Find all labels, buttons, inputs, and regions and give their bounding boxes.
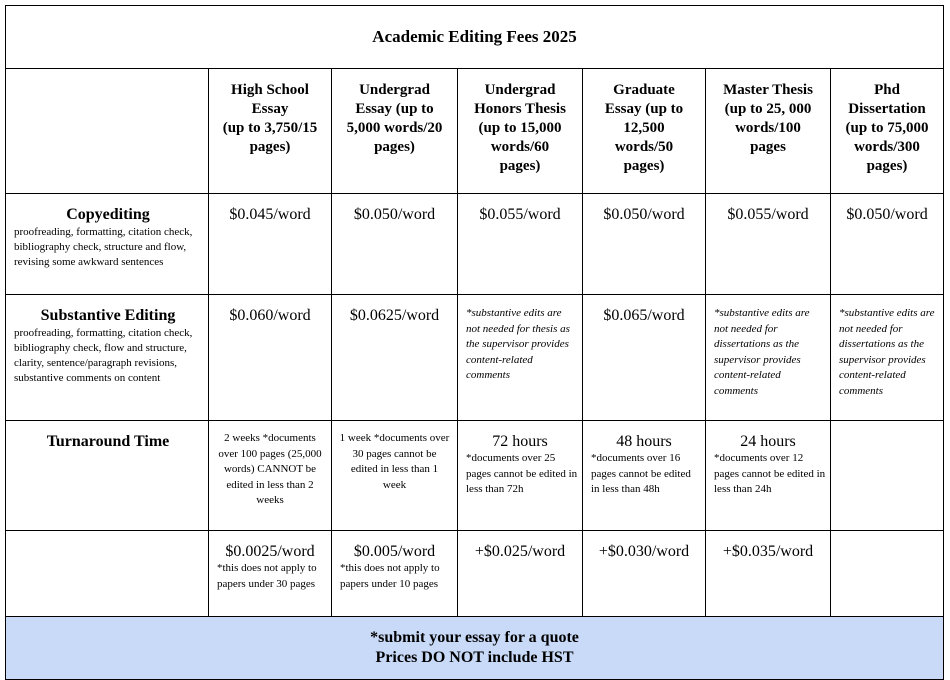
turnaround-high-school: 2 weeks *documents over 100 pages (25,000 words) CANNOT be edited in less than 2 weeks (209, 421, 332, 531)
copyediting-price-master: $0.055/word (706, 194, 831, 295)
substantive-note-honors: *substantive edits are not needed for thesis as the supervisor provides content-related comments (458, 295, 583, 421)
header-row (6, 69, 944, 194)
copyediting-price-honors: $0.055/word (458, 194, 583, 295)
rush-row (6, 531, 944, 617)
turnaround-undergrad: 1 week *documents over 30 pages cannot be edited in less than 1 week (332, 421, 458, 531)
substantive-price-undergrad: $0.0625/word (332, 295, 458, 421)
substantive-note-phd: *substantive edits are not needed for dissertations as the supervisor provides content-related comments (831, 295, 944, 421)
rush-honors: +$0.025/word (458, 531, 583, 617)
copyediting-label-cell (6, 194, 209, 295)
fees-table (5, 5, 944, 680)
copyediting-price-undergrad: $0.050/word (332, 194, 458, 295)
turnaround-honors: 72 hours *documents over 25 pages cannot be edited in less than 72h (458, 421, 583, 531)
header-corner (6, 69, 209, 194)
rush-undergrad: $0.005/word *this does not apply to papers under 10 pages (332, 531, 458, 617)
footer-quote-note: *submit your essay for a quote (370, 629, 579, 646)
substantive-note-master: *substantive edits are not needed for dissertations as the supervisor provides content-related comments (706, 295, 831, 421)
copyediting-price-graduate: $0.050/word (583, 194, 706, 295)
table-title: Academic Editing Fees 2025 (6, 6, 944, 69)
copyediting-label: Copyediting (66, 206, 150, 223)
turnaround-label-cell (6, 421, 209, 531)
rush-master: +$0.035/word (706, 531, 831, 617)
rush-graduate: +$0.030/word (583, 531, 706, 617)
rush-phd (831, 531, 944, 617)
rush-high-school: $0.0025/word *this does not apply to papers under 30 pages (209, 531, 332, 617)
header-high-school: High School Essay (up to 3,750/15 pages) (209, 69, 332, 194)
turnaround-row (6, 421, 944, 531)
footer-hst-note: Prices DO NOT include HST (375, 649, 574, 666)
copyediting-price-phd: $0.050/word (831, 194, 944, 295)
footer-banner (6, 617, 944, 680)
copyediting-row (6, 194, 944, 295)
header-master-thesis: Master Thesis (up to 25, 000 words/100 pages (706, 69, 831, 194)
rush-label-cell (6, 531, 209, 617)
copyediting-description: proofreading, formatting, citation check, bibliography check, structure and flow, revising some awkward sentences (14, 226, 193, 268)
substantive-description: proofreading, formatting, citation check, bibliography check, flow and structure, clarity, sentence/paragraph revisions, substantive comments on content (14, 327, 193, 384)
copyediting-price-high-school: $0.045/word (209, 194, 332, 295)
turnaround-graduate: 48 hours *documents over 16 pages cannot be edited in less than 48h (583, 421, 706, 531)
header-phd-dissertation: Phd Dissertation (up to 75,000 words/300 pages) (831, 69, 944, 194)
turnaround-master: 24 hours *documents over 12 pages cannot be edited in less than 24h (706, 421, 831, 531)
header-honors-thesis: Undergrad Honors Thesis (up to 15,000 words/60 pages) (458, 69, 583, 194)
substantive-price-high-school: $0.060/word (209, 295, 332, 421)
substantive-label-cell (6, 295, 209, 421)
substantive-price-graduate: $0.065/word (583, 295, 706, 421)
substantive-label: Substantive Editing (40, 307, 176, 324)
header-graduate-essay: Graduate Essay (up to 12,500 words/50 pages) (583, 69, 706, 194)
turnaround-label: Turnaround Time (46, 433, 170, 450)
turnaround-phd (831, 421, 944, 531)
substantive-row (6, 295, 944, 421)
header-undergrad-essay: Undergrad Essay (up to 5,000 words/20 pages) (332, 69, 458, 194)
